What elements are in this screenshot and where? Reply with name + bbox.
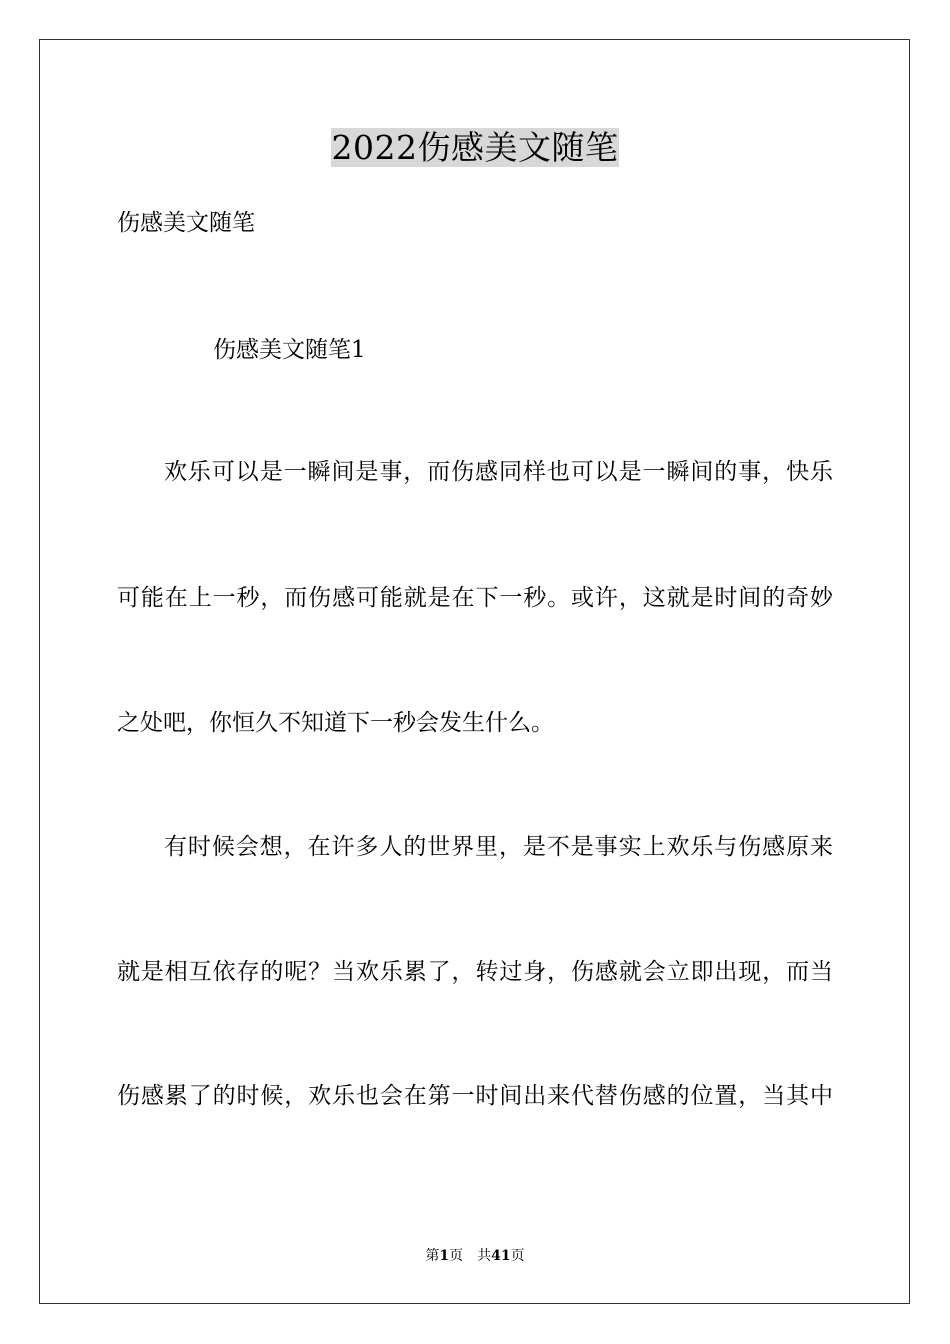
document-subtitle: 伤感美文随笔: [117, 210, 255, 236]
footer-page-suffix: 页: [449, 1248, 464, 1264]
footer-total-suffix: 页: [510, 1248, 525, 1264]
section-heading: 伤感美文随笔1: [213, 337, 366, 363]
paragraph-line: 欢乐可以是一瞬间是事，而伤感同样也可以是一瞬间的事，快乐: [164, 459, 833, 485]
document-title-text: 2022伤感美文随笔: [331, 128, 619, 167]
document-title: [0, 126, 950, 170]
footer-page-prefix: 第: [425, 1248, 440, 1264]
paragraph-line: 之处吧，你恒久不知道下一秒会发生什么。: [117, 710, 554, 736]
paragraph-line: 可能在上一秒，而伤感可能就是在下一秒。或许，这就是时间的奇妙: [117, 585, 833, 611]
footer-total-prefix: 共: [477, 1248, 492, 1264]
footer-total-pages: 41: [491, 1248, 511, 1264]
paragraph-line: 有时候会想，在许多人的世界里，是不是事实上欢乐与伤感原来: [164, 834, 833, 860]
paragraph-line: 就是相互依存的呢？当欢乐累了，转过身，伤感就会立即出现，而当: [117, 959, 833, 985]
page-footer: [0, 1246, 950, 1266]
paragraph-line: 伤感累了的时候，欢乐也会在第一时间出来代替伤感的位置，当其中: [117, 1083, 833, 1109]
footer-page-number: 1: [439, 1248, 450, 1264]
